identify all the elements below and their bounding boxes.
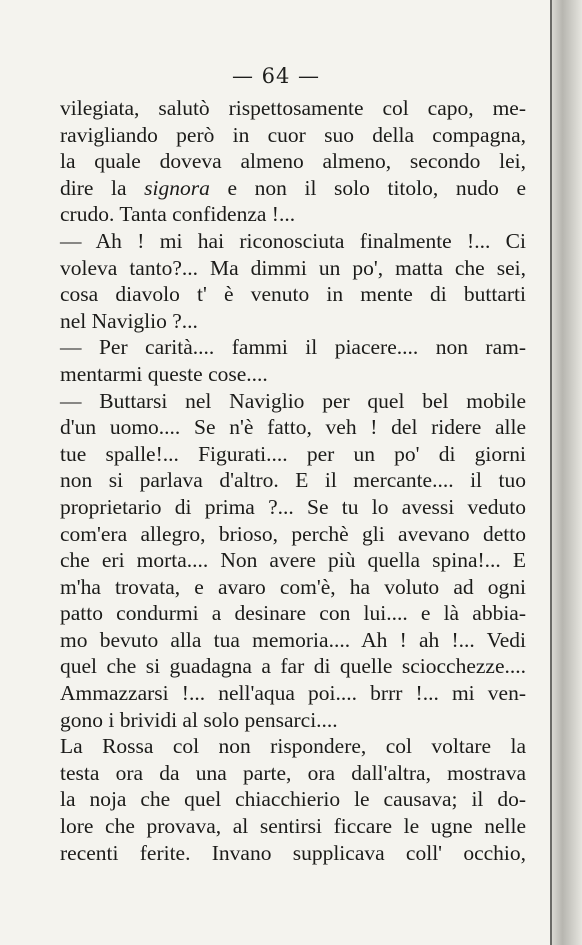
text-line: testa ora da una parte, ora dall'altra, mostrava xyxy=(60,760,526,785)
text-line: nel Naviglio ?... xyxy=(60,308,198,333)
text-line: — Per carità.... fammi il piacere.... non ram- xyxy=(60,335,526,360)
text-line: la noja che quel chiacchierio le causava; il do- xyxy=(60,787,526,812)
text-line: mentarmi queste cose.... xyxy=(60,361,268,386)
text-line: proprietario di prima ?... Se tu lo avessi veduto xyxy=(60,494,526,519)
text-line: patto condurmi a desinare con lui.... e là abbia- xyxy=(60,601,526,626)
text-line: gono i brividi al solo pensarci.... xyxy=(60,707,338,732)
text-line: crudo. Tanta confidenza !... xyxy=(60,202,296,227)
text-line: mo bevuto alla tua memoria.... Ah ! ah !... Vedi xyxy=(60,627,526,652)
text-line: — Buttarsi nel Naviglio per quel bel mobile xyxy=(60,388,526,413)
text-line: lore che provava, al sentirsi ficcare le ugne nelle xyxy=(60,814,526,839)
text-line: dire la signora e non il solo titolo, nudo e xyxy=(60,175,526,200)
text-line: vilegiata, salutò rispettosamente col capo, me- xyxy=(60,96,526,120)
text-line: che eri morta.... Non avere più quella spina!... E xyxy=(60,548,526,573)
text-line: ravigliando però in cuor suo della compagna, xyxy=(60,122,526,147)
text-line: tue spalle!... Figurati.... per un po' di giorni xyxy=(60,441,526,466)
text-line: quel che si guadagna a far di quelle sciocchezze.... xyxy=(60,654,526,679)
text-line: d'un uomo.... Se n'è fatto, veh ! del ridere alle xyxy=(60,415,526,440)
text-line: La Rossa col non rispondere, col voltare la xyxy=(60,734,526,759)
text-line: non si parlava d'altro. E il mercante.... il tuo xyxy=(60,468,526,493)
italic-word: signora xyxy=(144,175,210,200)
text-line: m'ha trovata, e avaro com'è, ha voluto ad ogni xyxy=(60,574,526,599)
page-number: — 64 — xyxy=(231,64,321,88)
body-text xyxy=(60,95,526,866)
text-line: recenti ferite. Invano supplicava coll' occhio, xyxy=(60,840,526,865)
text-line: — Ah ! mi hai riconosciuta finalmente !... Ci xyxy=(60,228,526,253)
text-line: Ammazzarsi !... nell'aqua poi.... brrr !... mi ven- xyxy=(60,681,526,706)
text-line: voleva tanto?... Ma dimmi un po', matta che sei, xyxy=(60,255,526,280)
text-line: cosa diavolo t' è venuto in mente di buttarti xyxy=(60,282,526,307)
text-line: la quale doveva almeno almeno, secondo lei, xyxy=(60,149,526,174)
text-line: com'era allegro, brioso, perchè gli avevano detto xyxy=(60,521,526,546)
page-gutter xyxy=(552,0,582,945)
